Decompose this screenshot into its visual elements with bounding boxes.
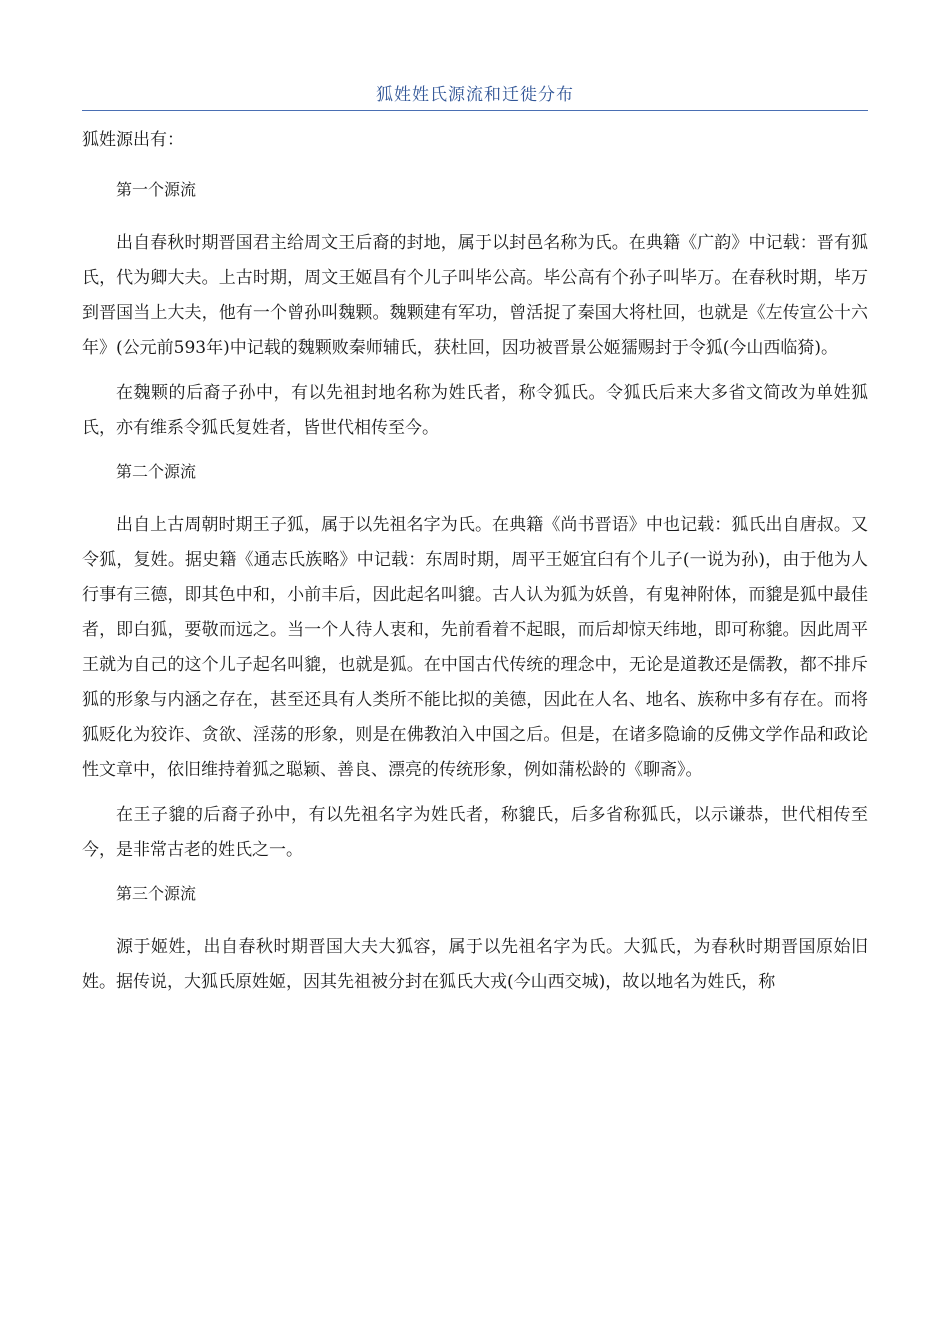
- document-body: [82, 126, 868, 1010]
- section-heading-2: 第二个源流: [116, 462, 197, 481]
- section-1-paragraph-1: 出自春秋时期晋国君主给周文王后裔的封地，属于以封邑名称为氏。在典籍《广韵》中记载：晋有狐氏，代为卿大夫。上古时期，周文王姬昌有个儿子叫毕公高。毕公高有个孙子叫毕万。在春秋时期，毕万到晋国当上大夫，他有一个曾孙叫魏颗。魏颗建有军功，曾活捉了秦国大将杜回，也就是《左传宣公十六年》(公元前593年)中记载的魏颗败秦师辅氏，获杜回，因功被晋景公姬獳赐封于令狐(今山西临猗)。: [82, 233, 868, 358]
- section-2-paragraph-1: 出自上古周朝时期王子狐，属于以先祖名字为氏。在典籍《尚书晋语》中也记载：狐氏出自唐叔。又令狐，复姓。据史籍《通志氏族略》中记载：东周时期，周平王姬宜臼有个儿子(一说为孙)，由于他为人行事有三德，即其色中和，小前丰后，因此起名叫貔。古人认为狐为妖兽，有鬼神附体，而貔是狐中最佳者，即白狐，要敬而远之。当一个人待人衷和，先前看着不起眼，而后却惊天纬地，即可称貔。因此周平王就为自己的这个儿子起名叫貔，也就是狐。在中国古代传统的理念中，无论是道教还是儒教，都不排斥狐的形象与内涵之存在，甚至还具有人类所不能比拟的美德，因此在人名、地名、族称中多有存在。而将狐贬化为狡诈、贪欲、淫荡的形象，则是在佛教泊入中国之后。但是，在诸多隐谕的反佛文学作品和政论性文章中，依旧维持着狐之聪颖、善良、漂亮的传统形象，例如蒲松龄的《聊斋》。: [82, 515, 868, 780]
- section-3-paragraph-1: 源于姬姓，出自春秋时期晋国大夫大狐容，属于以先祖名字为氏。大狐氏，为春秋时期晋国原始旧姓。据传说，大狐氏原姓姬，因其先祖被分封在狐氏大戎(今山西交城)，故以地名为姓氏，称: [82, 937, 868, 992]
- section-heading-3: 第三个源流: [116, 884, 197, 903]
- section-1-paragraph-2: 在魏颗的后裔子孙中，有以先祖封地名称为姓氏者，称令狐氏。令狐氏后来大多省文简改为单姓狐氏，亦有维系令狐氏复姓者，皆世代相传至今。: [82, 383, 868, 438]
- section-2-paragraph-2: 在王子貔的后裔子孙中，有以先祖名字为姓氏者，称貔氏，后多省称狐氏，以示谦恭，世代相传至今，是非常古老的姓氏之一。: [82, 805, 868, 860]
- intro-text: 狐姓源出有：: [82, 130, 184, 150]
- page-header: [82, 82, 868, 111]
- section-heading-1: 第一个源流: [116, 180, 197, 199]
- document-title: 狐姓姓氏源流和迁徙分布: [376, 85, 574, 105]
